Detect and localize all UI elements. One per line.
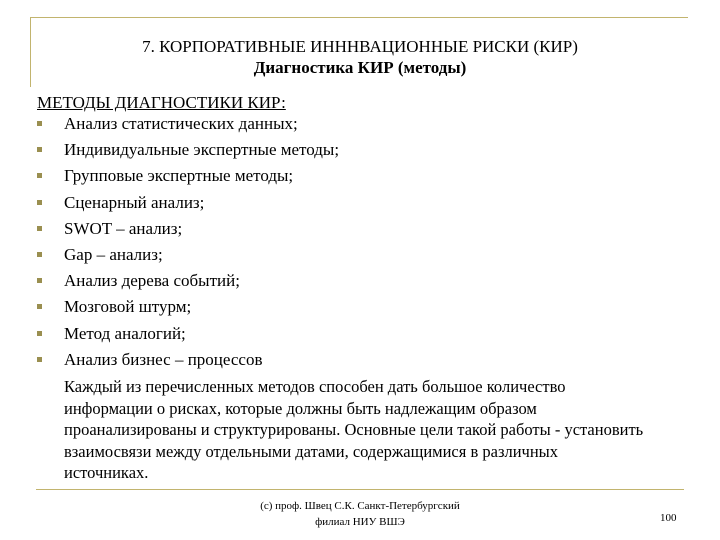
frame-top-line [30, 17, 688, 18]
square-bullet-icon [37, 173, 42, 178]
method-label: Групповые экспертные методы; [64, 166, 294, 186]
square-bullet-icon [37, 304, 42, 309]
frame-left-line [30, 17, 31, 87]
section-heading: МЕТОДЫ ДИАГНОСТИКИ КИР: [37, 93, 286, 112]
method-label: SWOT – анализ; [64, 218, 183, 238]
page-number: 100 [660, 512, 677, 524]
method-label: Сценарный анализ; [64, 192, 205, 212]
method-label: Анализ бизнес – процессов [64, 349, 263, 369]
method-label: Анализ статистических данных; [64, 114, 298, 133]
summary-paragraph: Каждый из перечисленных методов способен дать большое количество информации о рисках, которые должны быть надлежащим образом проанализированы и структурированы. Основные цели такой работы - установить взаимосвязи между отдельными датами, содержащимися в различных источниках. [64, 377, 644, 483]
method-label: Метод аналогий; [64, 323, 186, 343]
method-label: Анализ дерева событий; [64, 271, 240, 291]
method-label: Gap – анализ; [64, 244, 163, 264]
footer-credit [230, 498, 490, 530]
slide-title: 7. КОРПОРАТИВНЫЕ ИНННВАЦИОННЫЕ РИСКИ (КИР) [142, 37, 578, 56]
square-bullet-icon [37, 331, 42, 336]
method-label: Мозговой штурм; [64, 297, 192, 317]
footer-credit-line2: филиал НИУ ВШЭ [315, 516, 405, 528]
square-bullet-icon [37, 226, 42, 231]
slide-subtitle: Диагностика КИР (методы) [253, 58, 467, 77]
square-bullet-icon [37, 147, 42, 152]
method-label: Индивидуальные экспертные методы; [64, 140, 340, 160]
footer-divider [36, 489, 684, 490]
square-bullet-icon [37, 252, 42, 257]
square-bullet-icon [37, 200, 42, 205]
square-bullet-icon [37, 121, 42, 126]
square-bullet-icon [37, 357, 42, 362]
square-bullet-icon [37, 278, 42, 283]
footer-credit-line1: (c) проф. Швец С.К. Санкт-Петербургский [260, 500, 460, 512]
